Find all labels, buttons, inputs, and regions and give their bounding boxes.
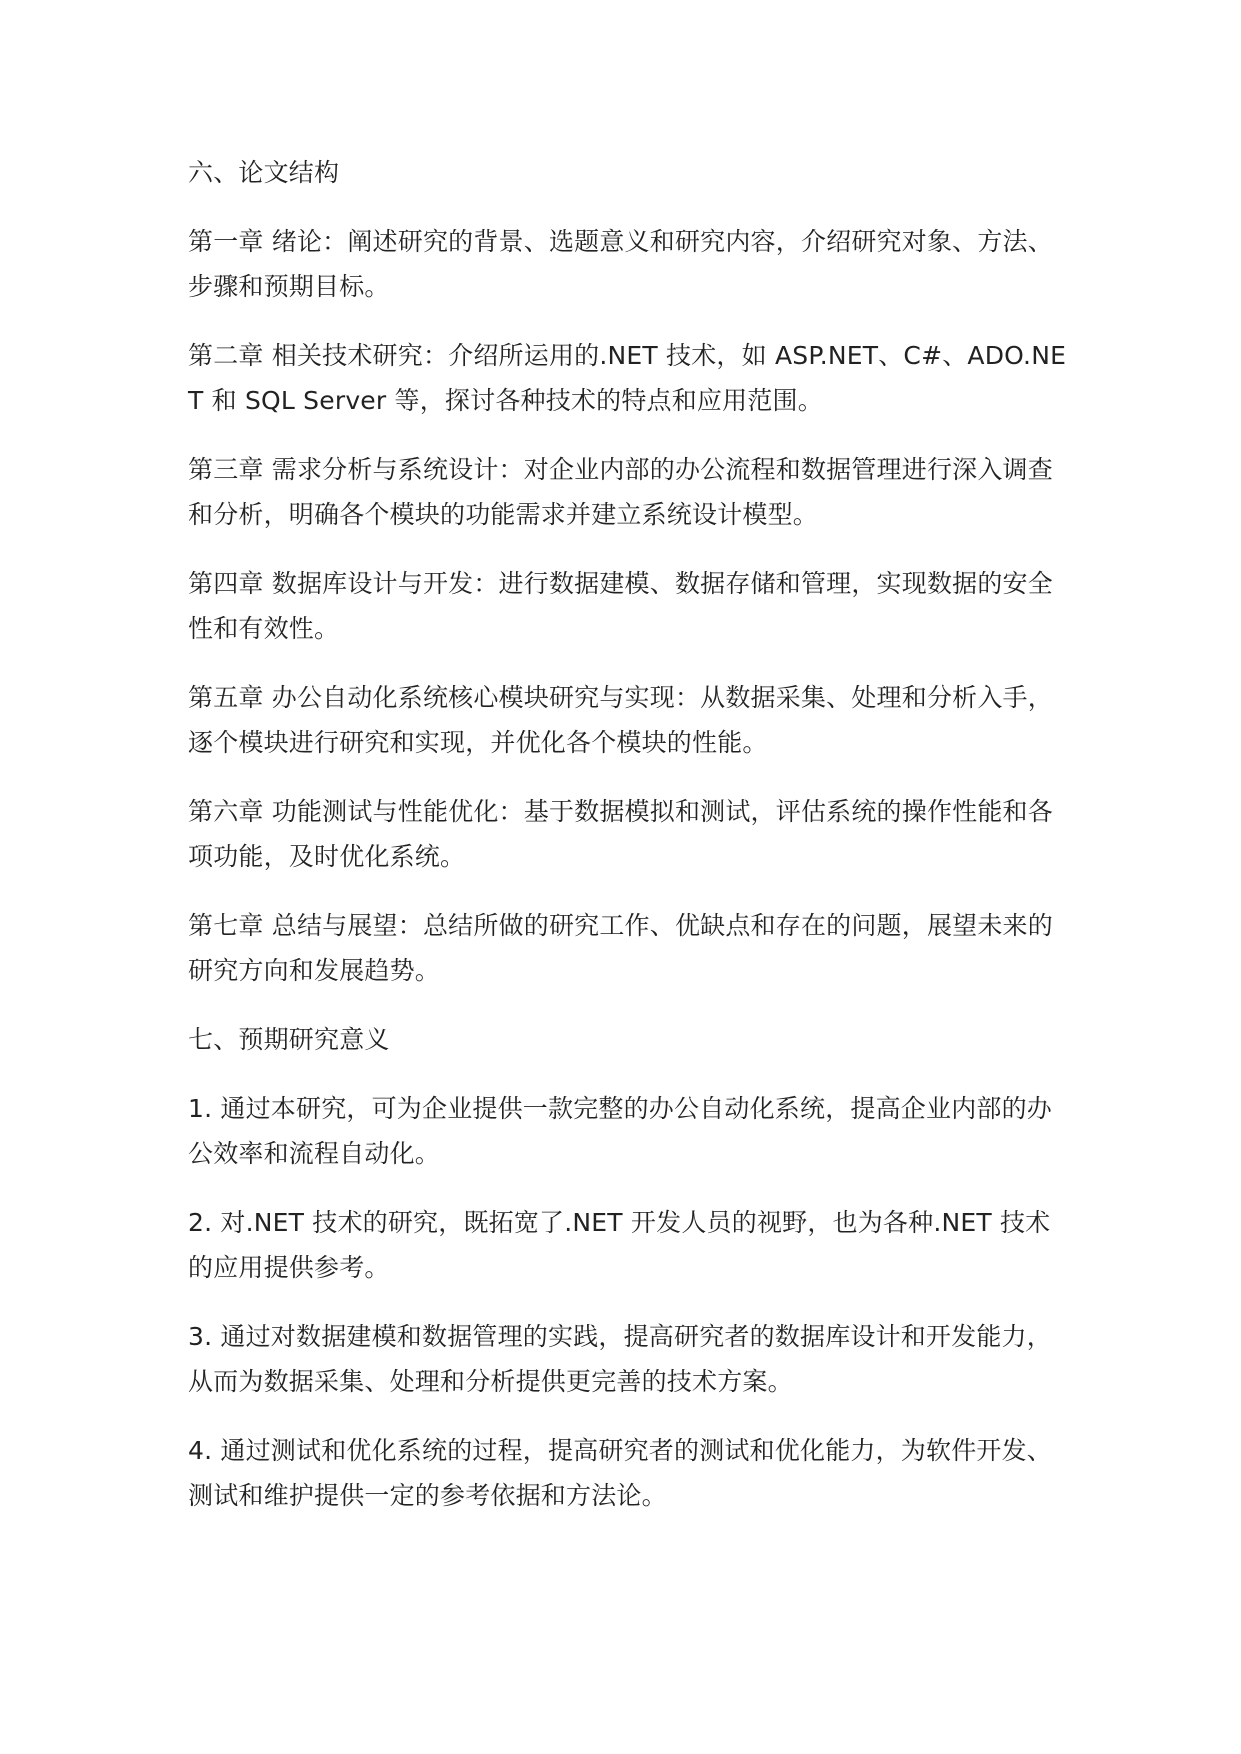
section-heading-expected-significance: 七、预期研究意义 bbox=[188, 1025, 390, 1054]
chapter-3-paragraph: 第三章 需求分析与系统设计：对企业内部的办公流程和数据管理进行深入调查和分析，明确各个模块的功能需求并建立系统设计模型。 bbox=[188, 455, 1053, 529]
chapter-1-paragraph: 第一章 绪论：阐述研究的背景、选题意义和研究内容，介绍研究对象、方法、步骤和预期目标。 bbox=[188, 227, 1053, 301]
document-body bbox=[188, 150, 1068, 1542]
significance-item-1: 1. 通过本研究，可为企业提供一款完整的办公自动化系统，提高企业内部的办公效率和流程自动化。 bbox=[188, 1094, 1053, 1168]
chapter-6-paragraph: 第六章 功能测试与性能优化：基于数据模拟和测试，评估系统的操作性能和各项功能，及时优化系统。 bbox=[188, 797, 1053, 871]
chapter-5-paragraph: 第五章 办公自动化系统核心模块研究与实现：从数据采集、处理和分析入手，逐个模块进行研究和实现，并优化各个模块的性能。 bbox=[188, 683, 1053, 757]
significance-item-2: 2. 对.NET 技术的研究，既拓宽了.NET 开发人员的视野，也为各种.NET 技术的应用提供参考。 bbox=[188, 1208, 1051, 1282]
significance-item-4: 4. 通过测试和优化系统的过程，提高研究者的测试和优化能力，为软件开发、测试和维护提供一定的参考依据和方法论。 bbox=[188, 1436, 1053, 1510]
chapter-7-paragraph: 第七章 总结与展望：总结所做的研究工作、优缺点和存在的问题，展望未来的研究方向和发展趋势。 bbox=[188, 911, 1053, 985]
chapter-2-paragraph: 第二章 相关技术研究：介绍所运用的.NET 技术，如 ASP.NET、C#、ADO.NET 和 SQL Server 等，探讨各种技术的特点和应用范围。 bbox=[188, 341, 1067, 415]
section-heading-thesis-structure: 六、论文结构 bbox=[188, 158, 340, 187]
significance-item-3: 3. 通过对数据建模和数据管理的实践，提高研究者的数据库设计和开发能力，从而为数据采集、处理和分析提供更完善的技术方案。 bbox=[188, 1322, 1053, 1396]
chapter-4-paragraph: 第四章 数据库设计与开发：进行数据建模、数据存储和管理，实现数据的安全性和有效性。 bbox=[188, 569, 1053, 643]
